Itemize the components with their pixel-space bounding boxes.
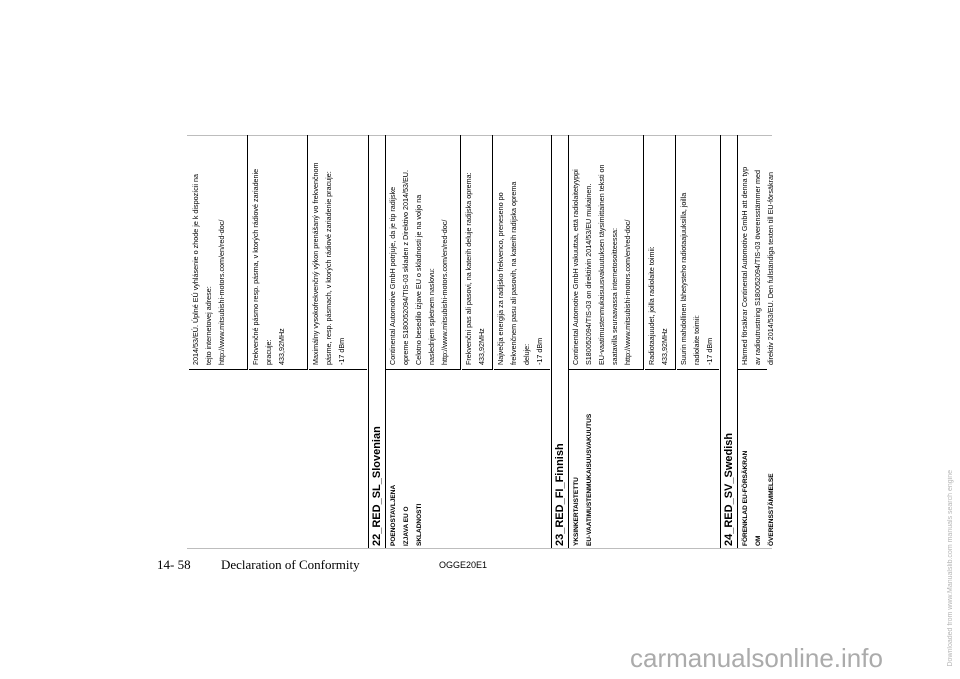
- text-line: av radioutrustning S180052094/TIS-03 överensstämmer med: [753, 170, 762, 365]
- text-line: pásme, resp. pásmach, v ktorých rádiové zariadenie pracuje:: [324, 171, 333, 365]
- text-line: saatavilla seuraavassa internetosoitteessa:: [610, 227, 619, 365]
- text-line: 2014/53/EÚ. Úplné EÚ vyhlásenie o zhode je k dispozícii na: [191, 174, 200, 365]
- text-line: S180052094/TIS-03 on direktiivin 2014/53/EU mukainen.: [584, 183, 593, 365]
- row-separator: [307, 135, 308, 370]
- text-line: 433,92MHz: [660, 328, 669, 365]
- sk-row-1: [249, 135, 307, 370]
- text-line: Maximálny vysokofrekvenčný výkon prenášaný vo frekvenčnom: [311, 162, 320, 365]
- sl-left-label: [387, 378, 426, 548]
- text-line: EU-vaatimustenmukaisuusvakuutuksen täysimittainen teksti on: [597, 164, 606, 365]
- fi-row-2: [677, 135, 719, 370]
- row-separator: [460, 135, 461, 370]
- text-line: 433,92MHz: [277, 328, 286, 365]
- text-line: pracuje:: [264, 339, 273, 365]
- fi-row-1: [645, 135, 675, 370]
- row-separator: [643, 135, 644, 370]
- text-line: deluje:: [522, 343, 531, 365]
- label-line: POENOSTAVLJENA: [390, 484, 397, 546]
- text-line: http://www.mitsubishi-motors.com/en/red-doc/: [440, 219, 449, 365]
- sl-row-0: [386, 135, 460, 370]
- label-line: YKSINKERTAISTETTU: [573, 477, 580, 546]
- section-title: Declaration of Conformity: [221, 557, 360, 572]
- text-line: 433,92MHz: [477, 328, 486, 365]
- text-line: Frekvenčni pas ali pasovi, na katerih deluje radijska oprema:: [464, 172, 473, 365]
- label-line: IZJAVA EU O: [403, 506, 410, 546]
- text-line: Continental Automotive GmbH potrjuje, da je tip radijske: [388, 186, 397, 365]
- text-line: Frekvenčné pásmo resp. pásma, v ktorých rádiové zariadenie: [251, 168, 260, 365]
- label-line: SKLADNOSTI: [416, 503, 423, 546]
- fi-row-0: [569, 135, 643, 370]
- row-separator: [247, 135, 248, 370]
- row-separator: [492, 135, 493, 370]
- text-line: Največja energija za radijsko frekvenco, preneseno po: [496, 192, 505, 365]
- text-line: Radiotaajuudet, joilla radiolaite toimii:: [647, 246, 656, 365]
- text-line: tejto internetovej adrese:: [204, 286, 213, 365]
- sk-row-2: [309, 135, 367, 370]
- section-heading-finnish: 23_RED_FI_Finnish: [551, 135, 569, 548]
- vertical-watermark: Downloaded from www.Manualslib.com manuals search engine: [947, 470, 954, 667]
- text-line: Härmed försäkrar Continental Automotive GmbH att denna typ: [740, 166, 749, 365]
- text-line: Suurin mahdollinen lähetystehо radiotaajuuksilla, joilla: [679, 192, 688, 365]
- text-line: opreme S180052094/TIS-03 skladen z Direktivo 2014/53/EU.: [401, 170, 410, 365]
- text-line: naslednjem spletnem naslovu:: [427, 268, 436, 365]
- page-bottom-rule: [187, 548, 772, 549]
- label-line: OM: [755, 535, 762, 546]
- page-number: 14- 58: [157, 557, 191, 572]
- text-line: -17 dBm: [535, 337, 544, 365]
- sk-row-0: [189, 135, 247, 370]
- text-line: Continental Automotive GmbH vakuuttaa, että radiolaitetyyppi: [571, 169, 580, 365]
- text-line: radiolaite toimii:: [692, 315, 701, 365]
- text-line: http://www.mitsubishi-motors.com/en/red-doc/: [623, 219, 632, 365]
- rotated-declaration-table: [187, 135, 775, 548]
- sv-row-0: [738, 135, 775, 370]
- text-line: http://www.mitsubishi-motors.com/en/red-doc/: [217, 219, 226, 365]
- section-heading-swedish: 24_RED_SV_Swedish: [720, 135, 738, 548]
- document-code: OGGE20E1: [439, 560, 488, 570]
- text-line: Celotno besedilo izjave EU o skladnosti je na voljo na: [414, 194, 423, 365]
- sv-left-label: [739, 378, 778, 548]
- sl-row-2: [494, 135, 550, 370]
- section-heading-slovenian: 22_RED_SL_Slovenian: [368, 135, 386, 548]
- label-line: FÖRENKLAD EU-FÖRSÄKRAN: [742, 450, 749, 546]
- text-line: -17 dBm: [337, 337, 346, 365]
- fi-left-label: [570, 378, 596, 548]
- text-line: direktiv 2014/53/EU. Den fullständiga texten till EU-försäkran: [766, 172, 775, 365]
- sl-row-1: [462, 135, 492, 370]
- watermark: carmanualsonline.info: [630, 643, 883, 673]
- row-separator: [675, 135, 676, 370]
- label-line: EU-VAATIMUSTENMUKAISUUSVAKUUTUS: [586, 413, 593, 546]
- label-line: ÖVERENSSTÄMMELSE: [768, 473, 775, 546]
- text-line: frekvenčnem pasu ali pasovih, na katerih radijska oprema: [509, 181, 518, 365]
- text-line: -17 dBm: [705, 337, 714, 365]
